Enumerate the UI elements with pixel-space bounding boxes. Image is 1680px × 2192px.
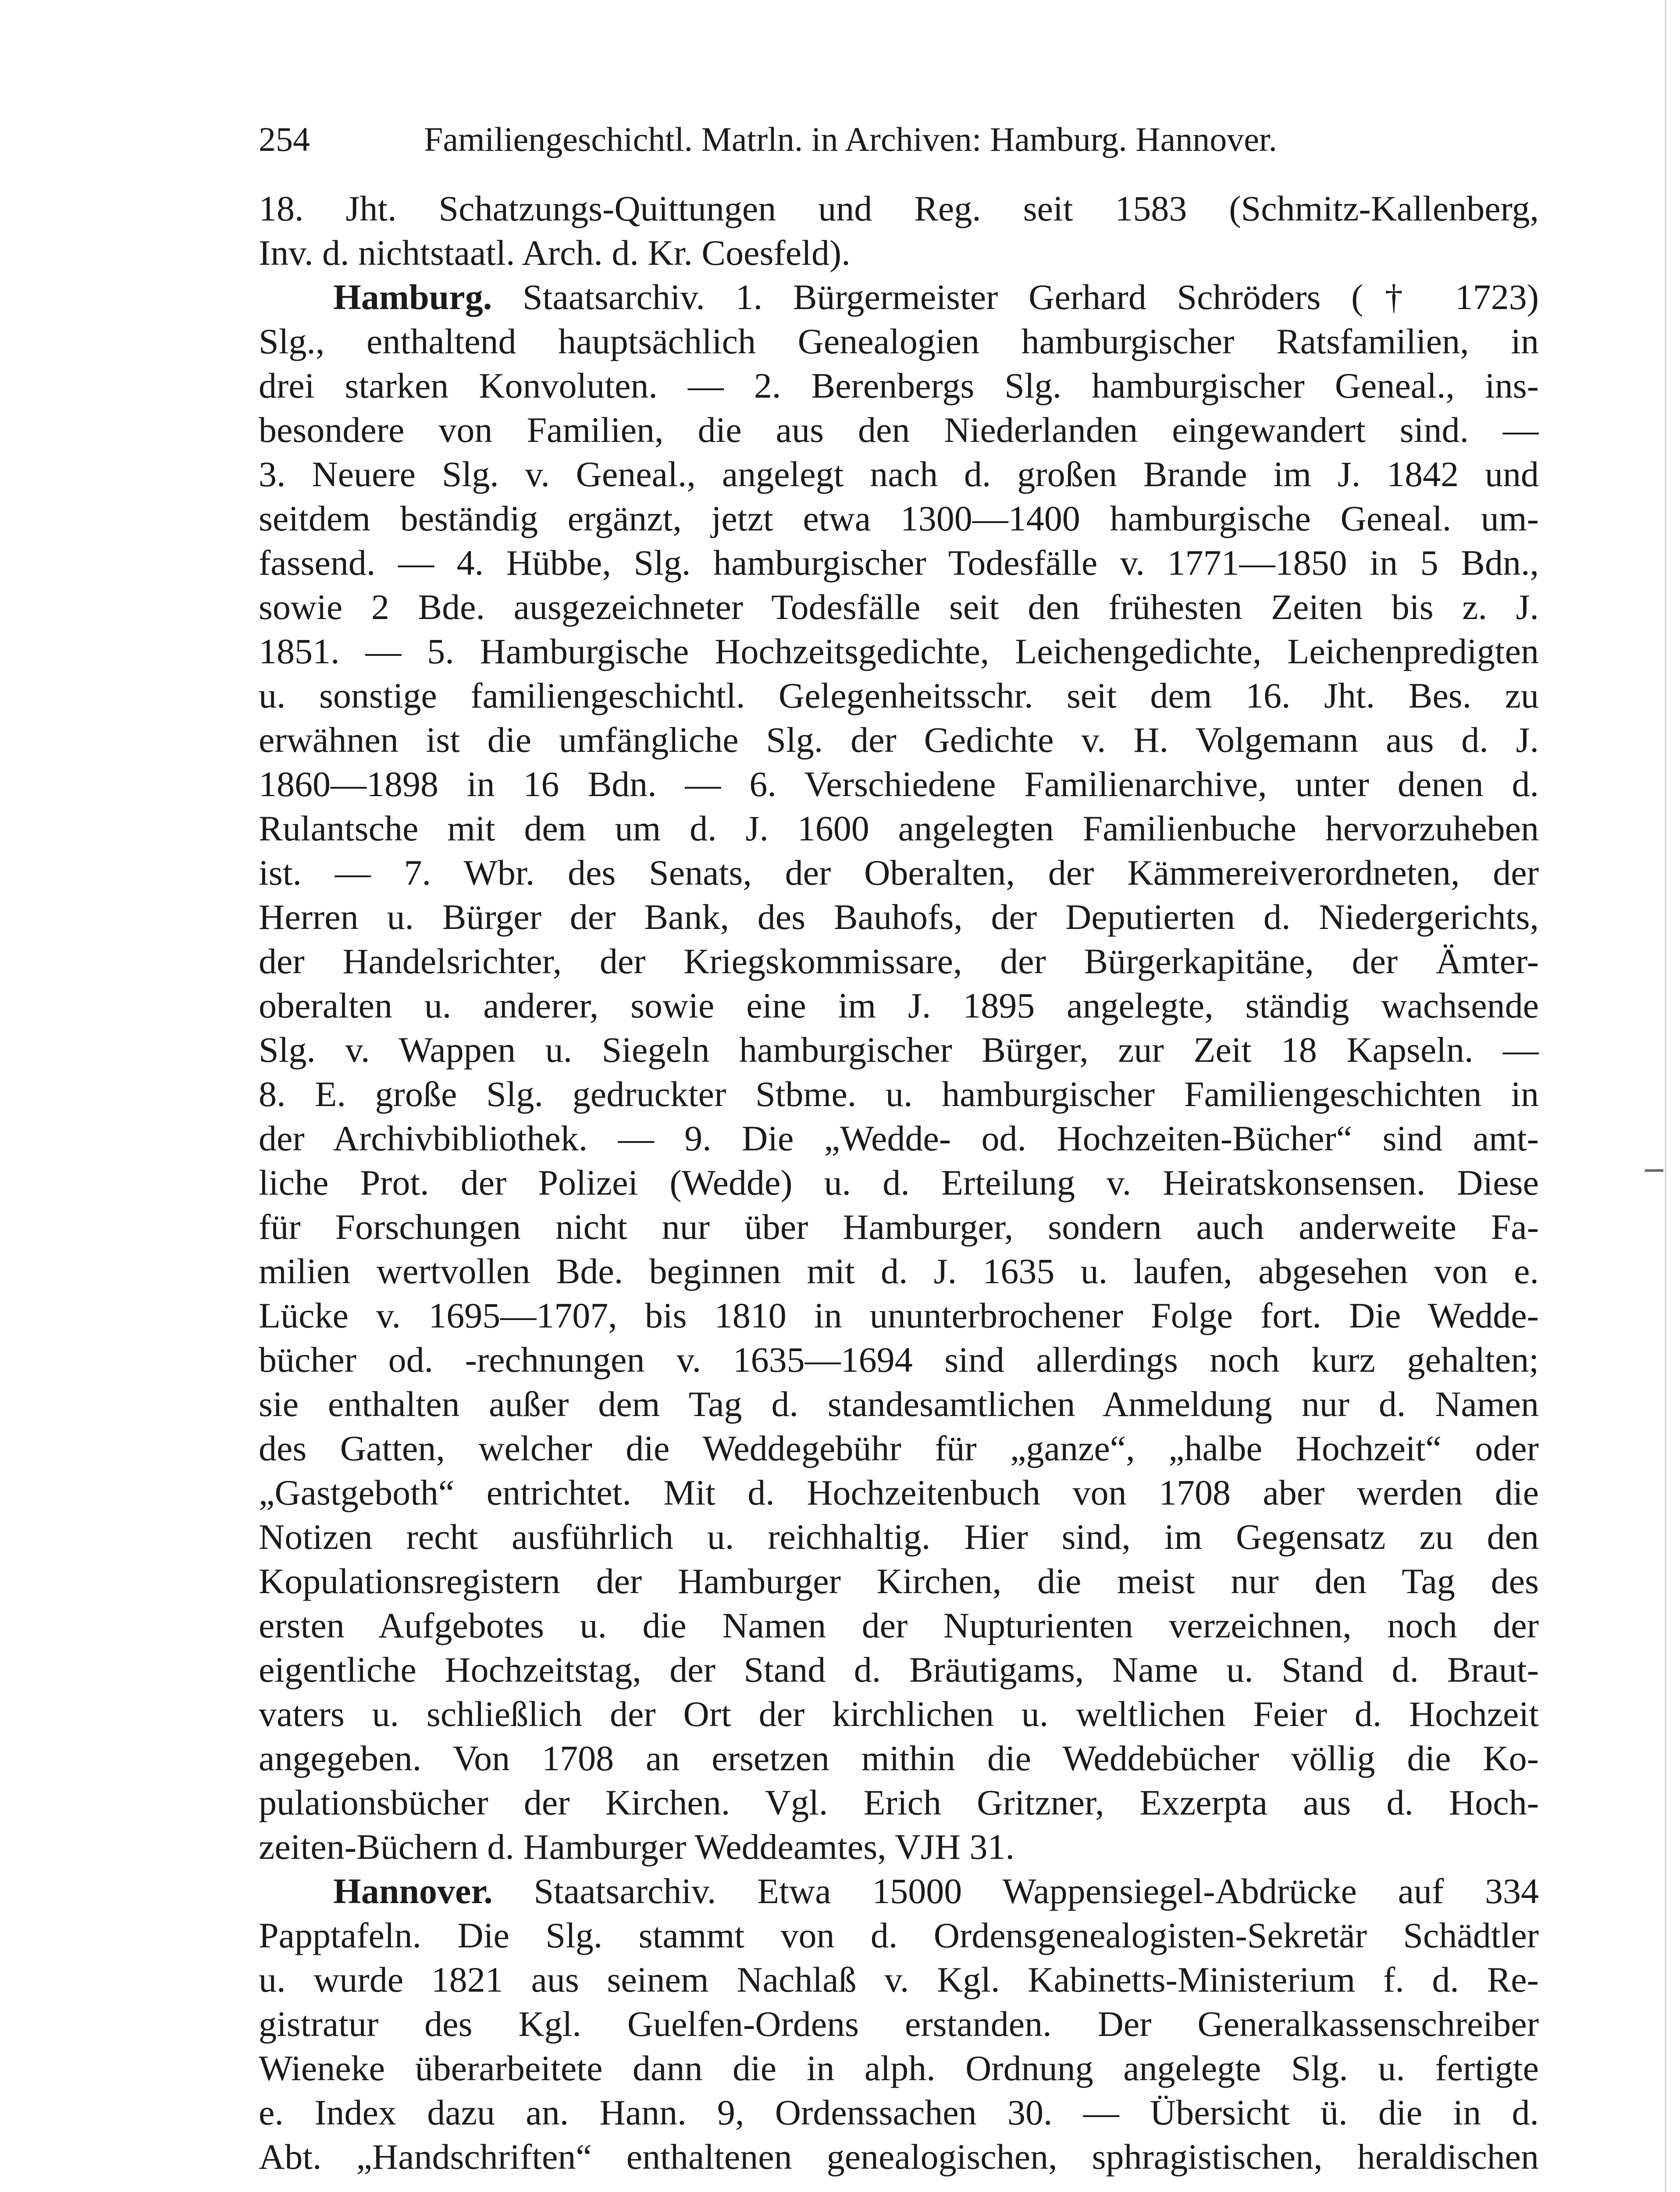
text-line: des Gatten, welcher die Weddegebühr für „ganze“, „halbe Hochzeit“ oder xyxy=(259,1428,1539,1468)
text-line: für Forschungen nicht nur über Hamburger, sondern auch anderweite Fa- xyxy=(259,1207,1539,1247)
text-line: oberalten u. anderer, sowie eine im J. 1895 angelegte, ständig wachsende xyxy=(259,986,1539,1025)
text-line: fassend. — 4. Hübbe, Slg. hamburgischer Todesfälle v. 1771—1850 in 5 Bdn., xyxy=(259,543,1539,583)
paragraph-lead-line xyxy=(259,275,1539,319)
margin-dash-mark xyxy=(1645,1169,1663,1172)
running-title: Familiengeschichtl. Matrln. in Archiven: Hamburg. Hannover. xyxy=(424,120,1278,158)
text-line: Slg. v. Wappen u. Siegeln hamburgischer Bürger, zur Zeit 18 Kapseln. — xyxy=(259,1030,1539,1070)
section-keyword-hamburg: Hamburg. xyxy=(333,277,492,317)
text-line: drei starken Konvoluten. — 2. Berenbergs Slg. hamburgischer Geneal., ins- xyxy=(259,366,1539,406)
text-line: bücher od. -rechnungen v. 1635—1694 sind allerdings noch kurz gehalten; xyxy=(259,1340,1539,1380)
text-line: erwähnen ist die umfängliche Slg. der Gedichte v. H. Volgemann aus d. J. xyxy=(259,720,1539,760)
section-keyword-hannover: Hannover. xyxy=(333,1871,493,1911)
text-line: zeiten-Büchern d. Hamburger Weddeamtes, VJH 31. xyxy=(259,1827,1015,1867)
text-line: ist. — 7. Wbr. des Senats, der Oberalten, der Kämmereiverordneten, der xyxy=(259,853,1539,893)
text-line: liche Prot. der Polizei (Wedde) u. d. Erteilung v. Heiratskonsensen. Diese xyxy=(259,1163,1539,1203)
paragraph-lead-line xyxy=(259,1869,1539,1913)
text-line: gistratur des Kgl. Guelfen-Ordens erstanden. Der Generalkassenschreiber xyxy=(259,2004,1539,2044)
text-line: 8. E. große Slg. gedruckter Stbme. u. hamburgischer Familiengeschichten in xyxy=(259,1074,1539,1114)
text-line: 3. Neuere Slg. v. Geneal., angelegt nach d. großen Brande im J. 1842 und xyxy=(259,454,1539,494)
body-text xyxy=(259,186,1539,2179)
text-line: Lücke v. 1695—1707, bis 1810 in ununterbrochener Folge fort. Die Wedde- xyxy=(259,1295,1539,1335)
text-line: Wieneke überarbeitete dann die in alph. Ordnung angelegte Slg. u. fertigte xyxy=(259,2048,1539,2088)
text-line: vaters u. schließlich der Ort der kirchlichen u. weltlichen Feier d. Hochzeit xyxy=(259,1694,1539,1734)
text-line: sie enthalten außer dem Tag d. standesamtlichen Anmeldung nur d. Namen xyxy=(259,1384,1539,1424)
text-line: Notizen recht ausführlich u. reichhaltig. Hier sind, im Gegensatz zu den xyxy=(259,1517,1539,1557)
text-line: u. sonstige familiengeschichtl. Gelegenheitsschr. seit dem 16. Jht. Bes. zu xyxy=(259,676,1539,715)
text-line: besondere von Familien, die aus den Niederlanden eingewandert sind. — xyxy=(259,410,1539,450)
text-span: Staatsarchiv. 1. Bürgermeister Gerhard Schröders († 1723) xyxy=(522,277,1539,317)
text-line: 1860—1898 in 16 Bdn. — 6. Verschiedene Familienarchive, unter denen d. xyxy=(259,764,1539,804)
running-header xyxy=(259,117,1530,161)
text-line: e. Index dazu an. Hann. 9, Ordenssachen 30. — Übersicht ü. die in d. xyxy=(259,2092,1539,2132)
text-line: Slg., enthaltend hauptsächlich Genealogien hamburgischer Ratsfamilien, in xyxy=(259,321,1539,361)
text-line: pulationsbücher der Kirchen. Vgl. Erich Gritzner, Exzerpta aus d. Hoch- xyxy=(259,1783,1539,1822)
text-line: der Handelsrichter, der Kriegskommissare, der Bürgerkapitäne, der Ämter- xyxy=(259,941,1539,981)
text-line: Herren u. Bürger der Bank, des Bauhofs, der Deputierten d. Niedergerichts, xyxy=(259,897,1539,937)
text-line: Abt. „Handschriften“ enthaltenen genealogischen, sphragistischen, heraldischen xyxy=(259,2137,1539,2177)
page-number: 254 xyxy=(259,120,310,158)
text-line: u. wurde 1821 aus seinem Nachlaß v. Kgl. Kabinetts-Ministerium f. d. Re- xyxy=(259,1960,1539,2000)
text-line: Rulantsche mit dem um d. J. 1600 angelegten Familienbuche hervorzuheben xyxy=(259,808,1539,848)
text-line: seitdem beständig ergänzt, jetzt etwa 1300—1400 hamburgische Geneal. um- xyxy=(259,498,1539,538)
text-line: der Archivbibliothek. — 9. Die „Wedde- od. Hochzeiten-Bücher“ sind amt- xyxy=(259,1118,1539,1158)
text-line: ersten Aufgebotes u. die Namen der Nupturienten verzeichnen, noch der xyxy=(259,1605,1539,1645)
text-span: Staatsarchiv. Etwa 15000 Wappensiegel-Abdrücke auf 334 xyxy=(534,1871,1539,1911)
text-line: Inv. d. nichtstaatl. Arch. d. Kr. Coesfeld). xyxy=(259,233,851,273)
text-line: eigentliche Hochzeitstag, der Stand d. Bräutigams, Name u. Stand d. Braut- xyxy=(259,1650,1539,1690)
text-line: Kopulationsregistern der Hamburger Kirchen, die meist nur den Tag des xyxy=(259,1561,1539,1601)
text-line: sowie 2 Bde. ausgezeichneter Todesfälle seit den frühesten Zeiten bis z. J. xyxy=(259,587,1539,627)
text-line: Papptafeln. Die Slg. stammt von d. Ordensgenealogisten-Sekretär Schädtler xyxy=(259,1915,1539,1955)
page-edge-line xyxy=(1665,0,1666,2192)
text-line: milien wertvollen Bde. beginnen mit d. J. 1635 u. laufen, abgesehen von e. xyxy=(259,1251,1539,1291)
text-line: „Gastgeboth“ entrichtet. Mit d. Hochzeitenbuch von 1708 aber werden die xyxy=(259,1473,1539,1512)
text-line: 18. Jht. Schatzungs-Quittungen und Reg. seit 1583 (Schmitz-Kallenberg, xyxy=(259,189,1539,228)
text-line: 1851. — 5. Hamburgische Hochzeitsgedichte, Leichengedichte, Leichenpredigten xyxy=(259,631,1539,671)
text-line: angegeben. Von 1708 an ersetzen mithin die Weddebücher völlig die Ko- xyxy=(259,1738,1539,1778)
